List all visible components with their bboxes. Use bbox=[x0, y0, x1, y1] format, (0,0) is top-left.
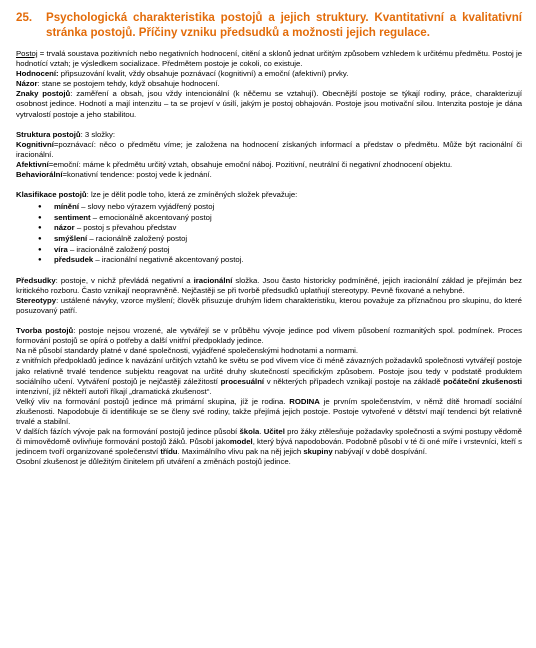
paragraph-tvorba-3: z vnitřních předpokladů jedince k navázání určitých vztahů ke světu se pod vlivem více či méně závazných požadavků společnosti vytvářejí postoje jako relativně trvalé tendence subjektu reagovat na určité druhy skutečností specifickým způsobem. Postoje jsou tedy v podstatě produktem sociálního učení. Vytváření postojů je nejčastěji záležitostí procesuální v některých případech vznikají postoje na základě počáteční zkušenosti intenzivní, jíž někteří autoři říkají „dramatická zkušenost“. bbox=[16, 356, 522, 396]
list-item: ● názor – postoj s převahou představ bbox=[38, 223, 522, 234]
paragraph-tvorba-2: Na ně působí standardy platné v dané společnosti, vyjádřené společenskými hodnotami a normami. bbox=[16, 346, 359, 356]
definition-postoj: Postoj = trvalá soustava pozitivních nebo negativních hodnocení, citění a sklonů jednat určitým způsobem vzhledem k určitému předmětu. Postoj je hodnotící vztah; je výsledkem socializace. Předmětem postoje je cokoli, co existuje. bbox=[16, 49, 522, 69]
section-heading bbox=[16, 10, 522, 40]
section-number: 25. bbox=[16, 11, 33, 24]
definition-hodnoceni: Hodnocení: připsuzování kvalit, vždy obsahuje poznávací (kognitivní) a emoční (afektivní) prvky. bbox=[16, 69, 349, 79]
term-hodnoceni: Hodnocení: bbox=[16, 69, 59, 79]
term-znaky: Znaky postojů bbox=[16, 89, 71, 99]
paragraph-tvorba-5: V dalších fázích vývoje pak na formování postojů jedince působí škola. Učitel pro žáky ztělesňuje požadavky společnosti a svými postupy vědomě či mimovědomě ovlivňuje formování postojů žáků. Působí jakomodel, který bývá napodobován. Podobně působí v té či oné míře i vrstevníci, kteří s jedincem tvoří organizované společenství třídu. Maximálního vlivu pak na něj jejich skupiny nabývají v době dospívání. bbox=[16, 427, 522, 457]
classification-heading: Klasifikace postojů: lze je dělit podle toho, která ze zmíněných složek převažuje: bbox=[16, 190, 298, 200]
list-item: ● předsudek – iracionální negativně akcentovaný postoj. bbox=[38, 255, 522, 266]
structure-behavioralni: Behaviorální=konativní tendence: postoj vede k jednání. bbox=[16, 170, 212, 180]
spacer bbox=[16, 316, 522, 326]
paragraph-tvorba-4: Velký vliv na formování postojů jedince má primární skupina, jíž je rodina. RODINA je prvním společenstvím, v němž dítě hromadí sociální zkušenosti. Napodobuje či identifikuje se se členy své rodiny, takže přejímá jejich postoje. Postoje vytvořené v dětství mají tendenci být relativně trvalé a stabilní. bbox=[16, 396, 523, 426]
structure-heading: Struktura postojů: 3 složky: bbox=[16, 129, 116, 139]
term-struktura: Struktura postojů bbox=[16, 129, 81, 139]
term-nazor: Názor bbox=[16, 79, 38, 89]
paragraph-predsudky: Předsudky: postoje, v nichž převládá negativní a iracionální složka. Jsou často historicky podmíněné, jejich iracionální základ je přejímán bez kritického rozboru. Často vznikají neopravněně. Nejčastěji se při tvorbě předsudků uplatňují stereotypy. Pevně fixované a nehybné. bbox=[16, 275, 522, 295]
list-item: ● smýšlení – racionálně založený postoj bbox=[38, 234, 522, 245]
paragraph-tvorba-6: Osobní zkušenost je důležitým činitelem při utváření a změnách postojů jedince. bbox=[16, 457, 291, 467]
spacer bbox=[16, 180, 522, 190]
structure-kognitivni: Kognitivní=poznávací: něco o předmětu víme; je založena na hodnocení získaných informací a představ o předmětu. Může být racionální či iracionální. bbox=[16, 139, 522, 159]
term-klasifikace: Klasifikace postojů bbox=[16, 190, 87, 200]
list-item: ● víra – iracionálně založený postoj bbox=[38, 245, 522, 256]
structure-afektivni: Afektivní=emoční: máme k předmětu určitý vztah, obsahuje emoční náboj. Pozitivní, neutrální či negativní zhodnocení objektu. bbox=[16, 159, 453, 169]
definition-nazor: Názor: stane se postojem tehdy, když obsahuje hodnocení. bbox=[16, 79, 220, 89]
list-item: ● mínění – slovy nebo výrazem vyjádřený postoj bbox=[38, 202, 522, 213]
term-postoj: Postoj bbox=[16, 49, 38, 58]
list-item: ● sentiment – emocionálně akcentovaný postoj bbox=[38, 213, 522, 224]
spacer bbox=[16, 120, 522, 130]
classification-list bbox=[16, 202, 522, 266]
section-title: Psychologická charakteristika postojů a jejich struktury. Kvantitativní a kvalitativní stránka postojů. Příčiny vzniku předsudků a možnosti jejich regulace. bbox=[46, 11, 522, 39]
definition-znaky: Znaky postojů: zaměření a obsah, jsou vždy intencionální (k něčemu se vztahují). Obecnější postoje se týkají rodiny, práce, charakterizují osobnost jedince. Hodnotí a mají intenzitu – ta se projeví v úsilí, jakým je postoj obhajován. Postoje jsou motivační silou. Intenzita postoje je dána vytrvalostí postoje a jeho stabilitou. bbox=[16, 89, 522, 119]
paragraph-tvorba: Tvorba postojů: postoje nejsou vrozené, ale vytvářejí se v průběhu vývoje jedince pod vlivem působení rozmanitých spol. podmínek. Proces formování postojů se opírá o potřeby a další vnitřní předpoklady jedince. bbox=[16, 326, 522, 346]
paragraph-stereotypy: Stereotypy: ustálené návyky, vzorce myšlení; člověk přisuzuje druhým lidem charakteristiku, kterou považuje za příznačnou pro skupinu, do které posuzovaný patří. bbox=[16, 295, 522, 316]
